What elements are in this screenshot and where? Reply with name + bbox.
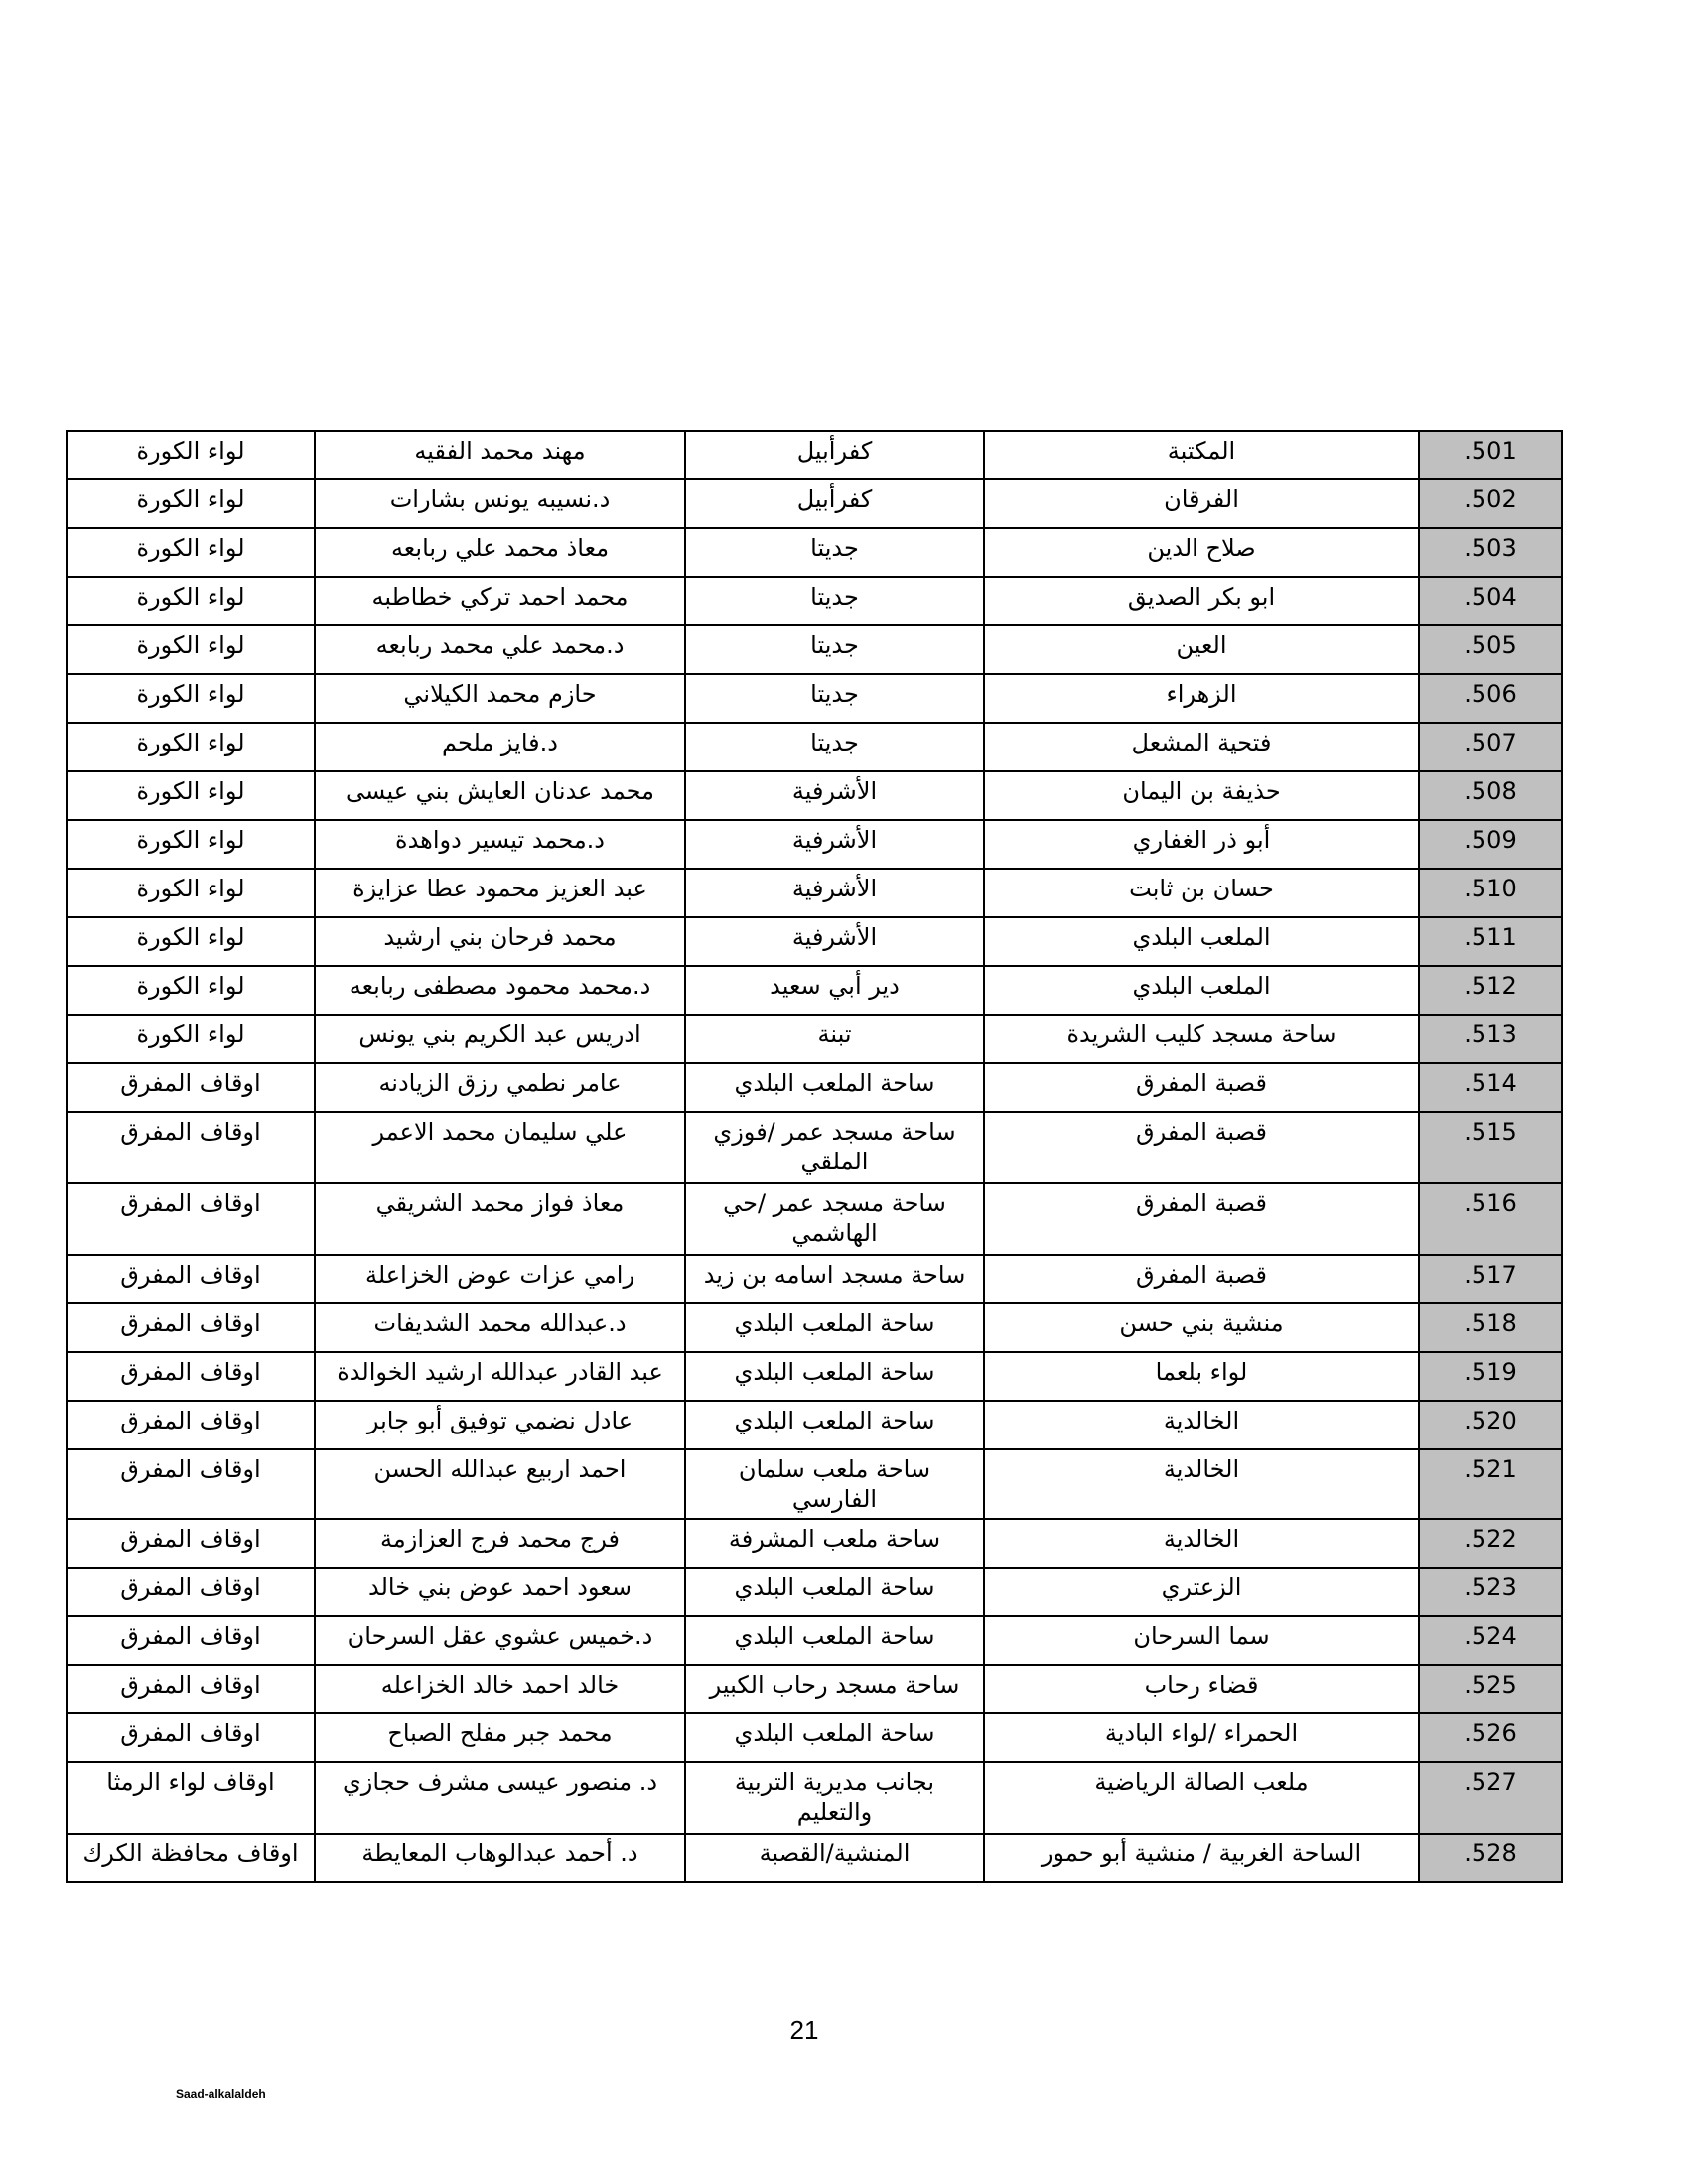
imam-name-cell: حازم محمد الكيلاني	[315, 674, 685, 723]
table-row	[67, 1015, 1562, 1063]
imam-name-cell: د.نسيبه يونس بشارات	[315, 479, 685, 528]
row-number-cell: .526	[1419, 1713, 1562, 1762]
district-cell: لواء الكورة	[67, 917, 315, 966]
table-row	[67, 1063, 1562, 1112]
row-number-cell: .502	[1419, 479, 1562, 528]
area-cell: الزهراء	[984, 674, 1419, 723]
table-row	[67, 771, 1562, 820]
table-body	[67, 431, 1562, 1882]
imam-name-cell: مهند محمد الفقيه	[315, 431, 685, 479]
imam-name-cell: عبد العزيز محمود عطا عزايزة	[315, 869, 685, 917]
district-cell: اوقاف المفرق	[67, 1255, 315, 1303]
row-number-cell: .513	[1419, 1015, 1562, 1063]
area-cell: أبو ذر الغفاري	[984, 820, 1419, 869]
location-cell: ساحة الملعب البلدي	[685, 1063, 984, 1112]
location-cell: دير أبي سعيد	[685, 966, 984, 1015]
imam-name-cell: عامر نطمي رزق الزيادنه	[315, 1063, 685, 1112]
location-cell: الأشرفية	[685, 771, 984, 820]
imam-name-cell: عادل نضمي توفيق أبو جابر	[315, 1401, 685, 1449]
table-row	[67, 820, 1562, 869]
district-cell: اوقاف المفرق	[67, 1112, 315, 1183]
area-cell: لواء بلعما	[984, 1352, 1419, 1401]
row-number-cell: .521	[1419, 1449, 1562, 1519]
area-cell: قصبة المفرق	[984, 1255, 1419, 1303]
location-cell: ساحة الملعب البلدي	[685, 1616, 984, 1665]
table-row	[67, 1401, 1562, 1449]
footer-author: Saad-alkalaldeh	[176, 2087, 266, 2101]
table-row	[67, 1568, 1562, 1616]
district-cell: لواء الكورة	[67, 528, 315, 577]
location-cell: جديتا	[685, 674, 984, 723]
row-number-cell: .522	[1419, 1519, 1562, 1568]
row-number-cell: .510	[1419, 869, 1562, 917]
area-cell: قضاء رحاب	[984, 1665, 1419, 1713]
location-cell: ساحة مسجد رحاب الكبير	[685, 1665, 984, 1713]
imam-name-cell: د.عبدالله محمد الشديفات	[315, 1303, 685, 1352]
district-cell: اوقاف المفرق	[67, 1519, 315, 1568]
area-cell: قصبة المفرق	[984, 1112, 1419, 1183]
location-cell: ساحة ملعب المشرفة	[685, 1519, 984, 1568]
area-cell: الساحة الغربية / منشية أبو حمور	[984, 1834, 1419, 1882]
district-cell: لواء الكورة	[67, 869, 315, 917]
table-row	[67, 1713, 1562, 1762]
location-cell: تبنة	[685, 1015, 984, 1063]
area-cell: منشية بني حسن	[984, 1303, 1419, 1352]
table-row	[67, 1449, 1562, 1519]
area-cell: الملعب البلدي	[984, 966, 1419, 1015]
mosque-prayer-sites-table	[66, 430, 1563, 1883]
table-row	[67, 431, 1562, 479]
table-row	[67, 1255, 1562, 1303]
district-cell: اوقاف لواء الرمثا	[67, 1762, 315, 1834]
district-cell: اوقاف المفرق	[67, 1568, 315, 1616]
row-number-cell: .524	[1419, 1616, 1562, 1665]
imam-name-cell: د.خميس عشوي عقل السرحان	[315, 1616, 685, 1665]
area-cell: فتحية المشعل	[984, 723, 1419, 771]
district-cell: اوقاف المفرق	[67, 1352, 315, 1401]
imam-name-cell: علي سليمان محمد الاعمر	[315, 1112, 685, 1183]
table-row	[67, 1352, 1562, 1401]
table-row	[67, 625, 1562, 674]
area-cell: الفرقان	[984, 479, 1419, 528]
area-cell: الخالدية	[984, 1519, 1419, 1568]
district-cell: لواء الكورة	[67, 771, 315, 820]
district-cell: اوقاف المفرق	[67, 1616, 315, 1665]
area-cell: قصبة المفرق	[984, 1183, 1419, 1255]
location-cell: ساحة الملعب البلدي	[685, 1303, 984, 1352]
row-number-cell: .517	[1419, 1255, 1562, 1303]
district-cell: لواء الكورة	[67, 625, 315, 674]
location-cell: كفرأبيل	[685, 479, 984, 528]
row-number-cell: .514	[1419, 1063, 1562, 1112]
table-row	[67, 1112, 1562, 1183]
row-number-cell: .516	[1419, 1183, 1562, 1255]
imam-name-cell: رامي عزات عوض الخزاعلة	[315, 1255, 685, 1303]
table-row	[67, 674, 1562, 723]
district-cell: اوقاف المفرق	[67, 1665, 315, 1713]
district-cell: اوقاف المفرق	[67, 1303, 315, 1352]
area-cell: صلاح الدين	[984, 528, 1419, 577]
row-number-cell: .509	[1419, 820, 1562, 869]
area-cell: قصبة المفرق	[984, 1063, 1419, 1112]
district-cell: لواء الكورة	[67, 820, 315, 869]
imam-name-cell: ادريس عبد الكريم بني يونس	[315, 1015, 685, 1063]
imam-name-cell: د.فايز ملحم	[315, 723, 685, 771]
table-row	[67, 1762, 1562, 1834]
table-row	[67, 1303, 1562, 1352]
page-number: 21	[789, 2015, 819, 2045]
row-number-cell: .527	[1419, 1762, 1562, 1834]
area-cell: الخالدية	[984, 1401, 1419, 1449]
location-cell: ساحة الملعب البلدي	[685, 1568, 984, 1616]
imam-name-cell: فرج محمد فرج العزازمة	[315, 1519, 685, 1568]
district-cell: لواء الكورة	[67, 431, 315, 479]
location-cell: ساحة مسجد اسامه بن زيد	[685, 1255, 984, 1303]
district-cell: لواء الكورة	[67, 577, 315, 625]
location-cell: جديتا	[685, 577, 984, 625]
row-number-cell: .505	[1419, 625, 1562, 674]
imam-name-cell: عبد القادر عبدالله ارشيد الخوالدة	[315, 1352, 685, 1401]
district-cell: لواء الكورة	[67, 723, 315, 771]
row-number-cell: .515	[1419, 1112, 1562, 1183]
imam-name-cell: د.محمد تيسير دواهدة	[315, 820, 685, 869]
table-row	[67, 1665, 1562, 1713]
area-cell: الملعب البلدي	[984, 917, 1419, 966]
row-number-cell: .501	[1419, 431, 1562, 479]
row-number-cell: .511	[1419, 917, 1562, 966]
imam-name-cell: د. أحمد عبدالوهاب المعايطة	[315, 1834, 685, 1882]
location-cell: ساحة ملعب سلمان الفارسي	[685, 1449, 984, 1519]
district-cell: لواء الكورة	[67, 966, 315, 1015]
imam-name-cell: د. منصور عيسى مشرف حجازي	[315, 1762, 685, 1834]
location-cell: جديتا	[685, 625, 984, 674]
row-number-cell: .528	[1419, 1834, 1562, 1882]
row-number-cell: .523	[1419, 1568, 1562, 1616]
location-cell: الأشرفية	[685, 820, 984, 869]
imam-name-cell: معاذ محمد علي ربابعه	[315, 528, 685, 577]
area-cell: العين	[984, 625, 1419, 674]
row-number-cell: .520	[1419, 1401, 1562, 1449]
area-cell: ملعب الصالة الرياضية	[984, 1762, 1419, 1834]
imam-name-cell: محمد فرحان بني ارشيد	[315, 917, 685, 966]
imam-name-cell: معاذ فواز محمد الشريقي	[315, 1183, 685, 1255]
imam-name-cell: د.محمد علي محمد ربابعه	[315, 625, 685, 674]
row-number-cell: .503	[1419, 528, 1562, 577]
table-row	[67, 723, 1562, 771]
table-row	[67, 577, 1562, 625]
location-cell: الأشرفية	[685, 869, 984, 917]
imam-name-cell: احمد اربيع عبدالله الحسن	[315, 1449, 685, 1519]
table-row	[67, 1183, 1562, 1255]
table-row	[67, 528, 1562, 577]
location-cell: ساحة الملعب البلدي	[685, 1401, 984, 1449]
location-cell: ساحة الملعب البلدي	[685, 1352, 984, 1401]
row-number-cell: .506	[1419, 674, 1562, 723]
location-cell: جديتا	[685, 528, 984, 577]
area-cell: سما السرحان	[984, 1616, 1419, 1665]
area-cell: حذيفة بن اليمان	[984, 771, 1419, 820]
row-number-cell: .507	[1419, 723, 1562, 771]
district-cell: لواء الكورة	[67, 1015, 315, 1063]
district-cell: اوقاف المفرق	[67, 1713, 315, 1762]
table-row	[67, 966, 1562, 1015]
district-cell: اوقاف المفرق	[67, 1449, 315, 1519]
location-cell: جديتا	[685, 723, 984, 771]
district-cell: اوقاف المفرق	[67, 1183, 315, 1255]
location-cell: المنشية/القصبة	[685, 1834, 984, 1882]
table-row	[67, 1834, 1562, 1882]
location-cell: ساحة الملعب البلدي	[685, 1713, 984, 1762]
table-row	[67, 917, 1562, 966]
district-cell: اوقاف المفرق	[67, 1401, 315, 1449]
imam-name-cell: د.محمد محمود مصطفى ربابعه	[315, 966, 685, 1015]
district-cell: لواء الكورة	[67, 674, 315, 723]
location-cell: ساحة مسجد عمر /فوزي الملقي	[685, 1112, 984, 1183]
district-cell: اوقاف محافظة الكرك	[67, 1834, 315, 1882]
table-row	[67, 479, 1562, 528]
table-row	[67, 869, 1562, 917]
row-number-cell: .525	[1419, 1665, 1562, 1713]
location-cell: بجانب مديرية التربية والتعليم	[685, 1762, 984, 1834]
area-cell: الخالدية	[984, 1449, 1419, 1519]
imam-name-cell: محمد احمد تركي خطاطبه	[315, 577, 685, 625]
district-cell: اوقاف المفرق	[67, 1063, 315, 1112]
table-row	[67, 1519, 1562, 1568]
area-cell: ساحة مسجد كليب الشريدة	[984, 1015, 1419, 1063]
district-cell: لواء الكورة	[67, 479, 315, 528]
row-number-cell: .519	[1419, 1352, 1562, 1401]
imam-name-cell: سعود احمد عوض بني خالد	[315, 1568, 685, 1616]
area-cell: المكتبة	[984, 431, 1419, 479]
row-number-cell: .504	[1419, 577, 1562, 625]
location-cell: ساحة مسجد عمر /حي الهاشمي	[685, 1183, 984, 1255]
table-row	[67, 1616, 1562, 1665]
area-cell: حسان بن ثابت	[984, 869, 1419, 917]
area-cell: الحمراء /لواء البادية	[984, 1713, 1419, 1762]
row-number-cell: .512	[1419, 966, 1562, 1015]
area-cell: ابو بكر الصديق	[984, 577, 1419, 625]
imam-name-cell: محمد جبر مفلح الصباح	[315, 1713, 685, 1762]
location-cell: الأشرفية	[685, 917, 984, 966]
row-number-cell: .508	[1419, 771, 1562, 820]
imam-name-cell: محمد عدنان العايش بني عيسى	[315, 771, 685, 820]
location-cell: كفرأبيل	[685, 431, 984, 479]
imam-name-cell: خالد احمد خالد الخزاعله	[315, 1665, 685, 1713]
area-cell: الزعتري	[984, 1568, 1419, 1616]
row-number-cell: .518	[1419, 1303, 1562, 1352]
